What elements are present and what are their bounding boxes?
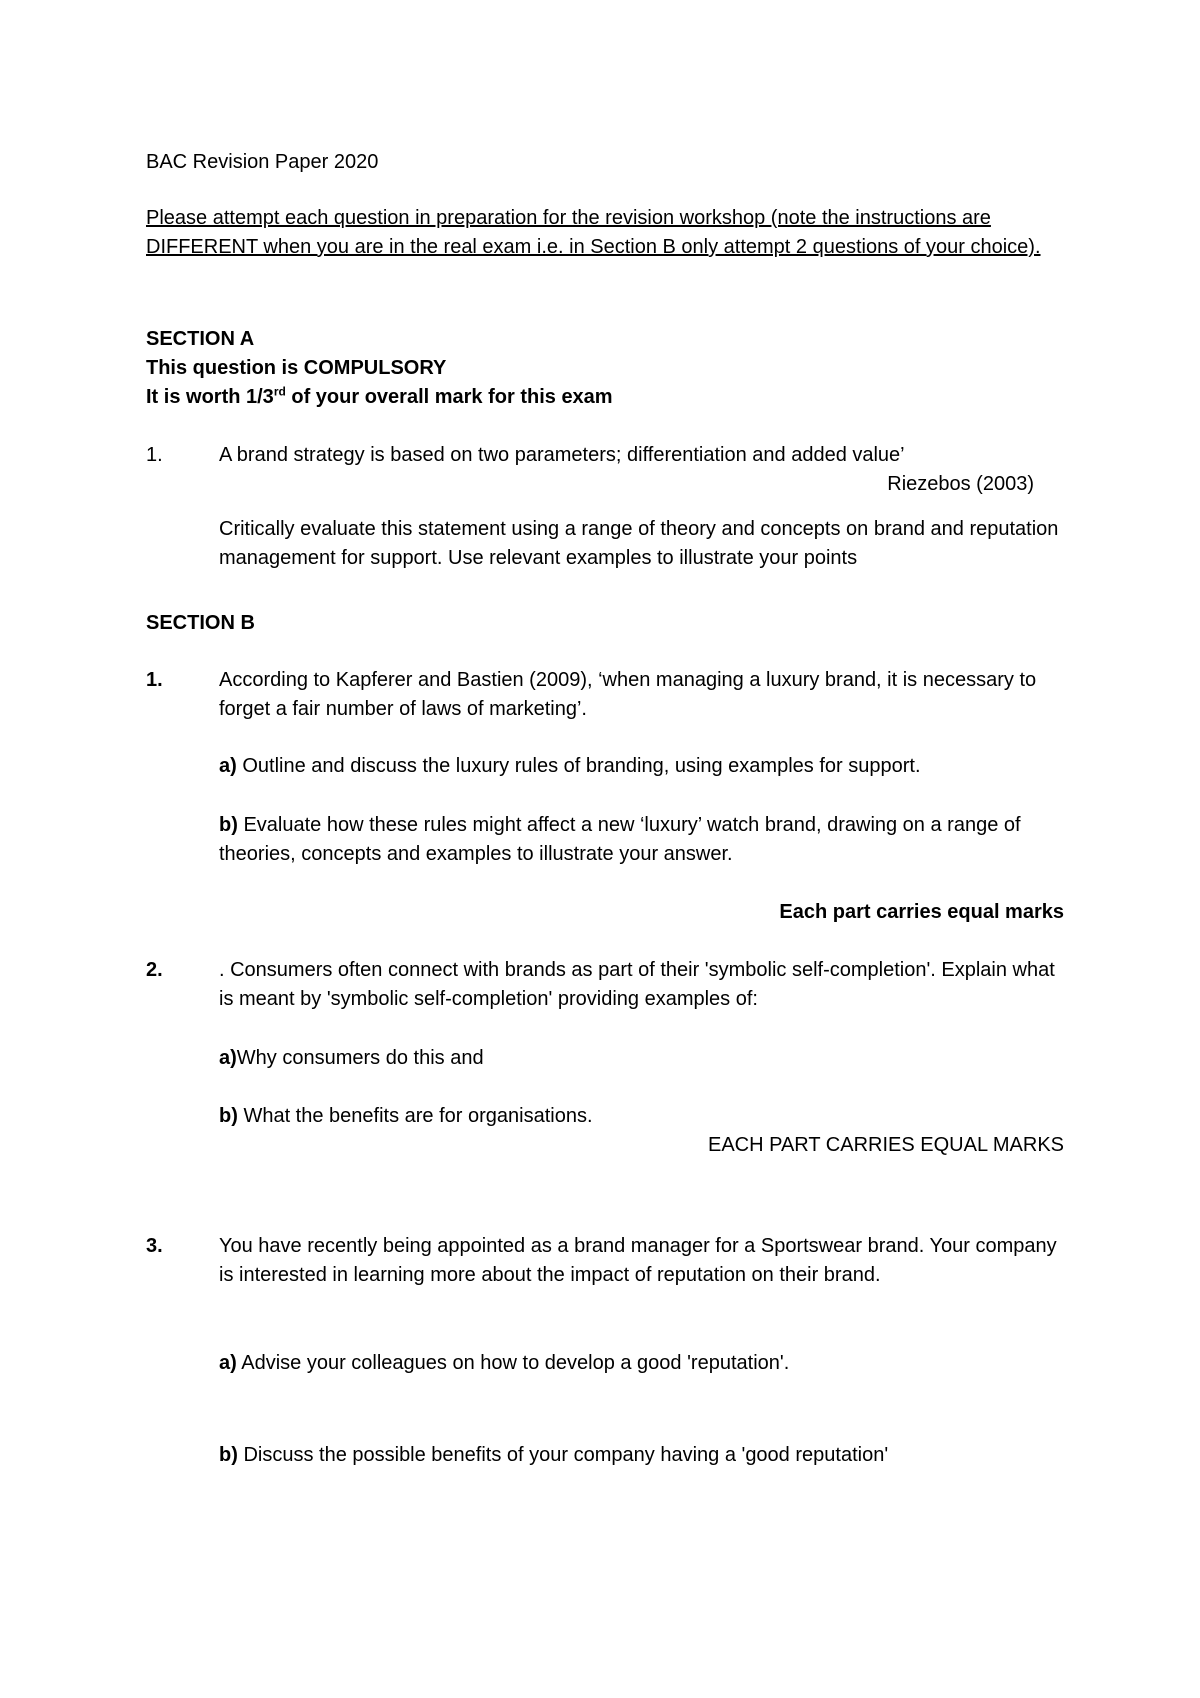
- part-a-text: Advise your colleagues on how to develop a good 'reputation'.: [236, 1352, 790, 1374]
- part-a-text: Outline and discuss the luxury rules of branding, using examples for support.: [236, 755, 921, 777]
- section-a-q1-citation: Riezebos (2003): [887, 473, 1034, 495]
- part-b-text: Discuss the possible benefits of your company having a 'good reputation': [237, 1444, 889, 1466]
- worth-prefix: It is worth 1/3: [146, 386, 274, 408]
- section-b-q2-part-a: [219, 1044, 1064, 1073]
- section-b-q3-text: You have recently being appointed as a brand manager for a Sportswear brand. Your company is interested in learning more about the impact of reputation on their brand.: [219, 1235, 1057, 1286]
- part-b-text: Evaluate how these rules might affect a new ‘luxury’ watch brand, drawing on a range of theories, concepts and examples to illustrate your answer.: [219, 814, 1021, 865]
- section-b-heading: SECTION B: [146, 612, 255, 634]
- section-b-q1-number: 1.: [146, 669, 163, 691]
- section-b-q3-number: 3.: [146, 1235, 163, 1257]
- section-b-q1-part-a: [219, 752, 1064, 781]
- worth-note: [146, 383, 1064, 412]
- document-title: BAC Revision Paper 2020: [146, 151, 379, 173]
- instructions: Please attempt each question in preparation for the revision workshop (note the instructions are DIFFERENT when you are in the real exam i.e. in Section B only attempt 2 questions of your choice).: [146, 207, 1041, 258]
- part-b-text: What the benefits are for organisations.: [237, 1105, 593, 1127]
- compulsory-note: This question is COMPULSORY: [146, 357, 447, 379]
- part-a-text: Why consumers do this and: [236, 1047, 484, 1069]
- section-b-q3-part-a: [219, 1349, 1064, 1378]
- worth-superscript: rd: [273, 384, 286, 399]
- part-a-label: a): [219, 1352, 237, 1374]
- section-b-q1-marks: Each part carries equal marks: [779, 901, 1064, 923]
- part-b-label: b): [219, 814, 238, 836]
- part-b-label: b): [219, 1444, 238, 1466]
- section-b-q3-part-b: [219, 1441, 1064, 1470]
- part-a-label: a): [219, 755, 237, 777]
- section-b-q2-number: 2.: [146, 959, 163, 981]
- section-b-q1-part-b: [219, 811, 1064, 869]
- section-a-q1-quote: A brand strategy is based on two parameters; differentiation and added value’: [219, 444, 905, 466]
- section-a-q1-task: Critically evaluate this statement using a range of theory and concepts on brand and reputation management for support. Use relevant examples to illustrate your points: [219, 518, 1059, 569]
- section-b-q2-marks: EACH PART CARRIES EQUAL MARKS: [707, 1134, 1064, 1156]
- section-a-q1-number: 1.: [146, 444, 163, 466]
- section-b-q1-text: According to Kapferer and Bastien (2009), ‘when managing a luxury brand, it is necessary to forget a fair number of laws of marketing’.: [219, 669, 1037, 720]
- part-a-label: a): [219, 1047, 237, 1069]
- section-b-q2-part-b: [219, 1102, 1064, 1131]
- part-b-label: b): [219, 1105, 238, 1127]
- worth-suffix: of your overall mark for this exam: [285, 386, 613, 408]
- section-a-heading: SECTION A: [146, 328, 255, 350]
- section-b-q2-text: . Consumers often connect with brands as part of their 'symbolic self-completion'. Explain what is meant by 'symbolic self-completion' providing examples of:: [219, 959, 1055, 1010]
